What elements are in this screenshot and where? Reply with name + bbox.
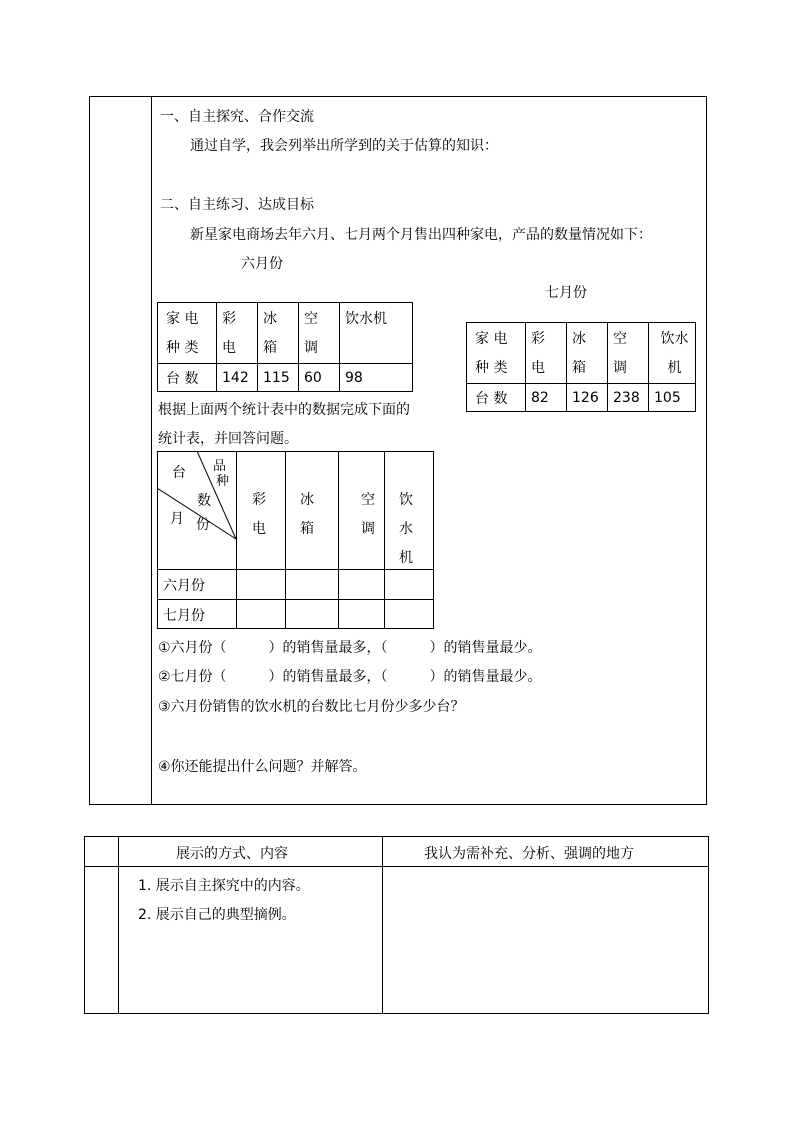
june-header-tv-l2: 电 <box>222 340 236 356</box>
combined-col-tv-l1: 彩 <box>252 492 266 508</box>
combined-row-june: 六月份 <box>163 578 205 594</box>
june-header-fridge <box>258 303 299 364</box>
june-caption: 六月份 <box>241 256 283 272</box>
question-4: ④你还能提出什么问题？并解答。 <box>158 759 367 775</box>
july-header-tv-l1: 彩 <box>531 331 545 347</box>
june-header-category <box>158 303 217 364</box>
july-header-fridge-l2: 箱 <box>572 360 586 376</box>
question-1: ①六月份（ ）的销售量最多，（ ）的销售量最少。 <box>158 640 542 656</box>
section2-intro: 新星家电商场去年六月、七月两个月售出四种家电，产品的数量情况如下： <box>190 227 652 243</box>
combined-col-ac-l2: 调 <box>361 521 375 537</box>
june-header-dispenser-l1: 饮水机 <box>345 311 387 327</box>
july-caption: 七月份 <box>545 285 587 301</box>
question-3: ③六月份销售的饮水机的台数比七月份少多少台？ <box>158 699 465 715</box>
combined-col-dispenser-l2: 水 <box>399 521 413 537</box>
july-data-label: 台 数 <box>467 384 526 412</box>
july-header-tv <box>526 323 567 384</box>
combined-col-line-3 <box>338 451 339 629</box>
june-header-fridge-l2: 箱 <box>263 340 277 356</box>
bottom-table <box>84 836 709 1014</box>
combined-row-line-2 <box>157 599 434 600</box>
june-header-fridge-l1: 冰 <box>263 311 277 327</box>
june-value-dispenser: 98 <box>340 364 413 392</box>
combined-col-ac-l1: 空 <box>361 492 375 508</box>
bottom-col-line-1 <box>118 836 119 1014</box>
bottom-col2-header: 我认为需补充、分析、强调的地方 <box>424 846 634 862</box>
june-value-ac: 60 <box>299 364 340 392</box>
combined-col-tv-l2: 电 <box>252 521 266 537</box>
diag-tai: 台 <box>172 465 186 481</box>
diag-fen: 份 <box>196 517 210 533</box>
task-line-2: 统计表，并回答问题。 <box>158 431 298 447</box>
bottom-item-1: 1. 展示自主探究中的内容。 <box>138 878 310 894</box>
bottom-col1-header: 展示的方式、内容 <box>176 846 288 862</box>
section1-line: 通过自学，我会列举出所学到的关于估算的知识： <box>190 138 498 154</box>
july-header-fridge-l1: 冰 <box>572 331 586 347</box>
july-header-ac <box>608 323 649 384</box>
section1-heading: 一、自主探究、合作交流 <box>160 109 314 125</box>
diag-zhong: 种 <box>216 474 230 489</box>
june-data-label: 台 数 <box>158 364 217 392</box>
main-frame-divider <box>151 96 152 805</box>
july-value-fridge: 126 <box>567 384 608 412</box>
june-table <box>157 302 413 392</box>
july-header-category-l1: 家 电 <box>475 331 508 347</box>
diag-pin: 品 <box>213 459 227 474</box>
diag-yue: 月 <box>170 511 184 527</box>
july-header-tv-l2: 电 <box>531 360 545 376</box>
july-header-dispenser <box>649 323 696 384</box>
june-value-tv: 142 <box>217 364 258 392</box>
combined-col-line-2 <box>285 451 286 629</box>
combined-col-fridge-l1: 冰 <box>300 492 314 508</box>
june-header-category-l1: 家 电 <box>166 311 199 327</box>
july-header-ac-l2: 调 <box>613 360 627 376</box>
section2-heading: 二、自主练习、达成目标 <box>160 197 314 213</box>
combined-col-line-4 <box>384 451 385 629</box>
combined-col-fridge <box>300 486 314 544</box>
july-table <box>466 322 696 412</box>
june-header-category-l2: 种 类 <box>166 340 199 356</box>
june-header-tv <box>217 303 258 364</box>
combined-col-ac <box>361 486 375 544</box>
task-line-1: 根据上面两个统计表中的数据完成下面的 <box>158 402 410 418</box>
july-header-dispenser-l1: 饮水 <box>660 331 689 347</box>
june-header-tv-l1: 彩 <box>222 311 236 327</box>
bottom-col-line-2 <box>382 836 383 1014</box>
combined-col-dispenser-l1: 饮 <box>399 492 413 508</box>
june-header-ac-l2: 调 <box>304 340 318 356</box>
bottom-header-line <box>84 866 709 867</box>
june-header-dispenser <box>340 303 413 364</box>
combined-col-fridge-l2: 箱 <box>300 521 314 537</box>
july-header-ac-l1: 空 <box>613 331 627 347</box>
july-header-dispenser-l2: 机 <box>667 360 682 376</box>
july-value-dispenser: 105 <box>649 384 696 412</box>
question-2: ②七月份（ ）的销售量最多，（ ）的销售量最少。 <box>158 669 542 685</box>
july-value-ac: 238 <box>608 384 649 412</box>
combined-col-tv <box>252 486 266 544</box>
bottom-item-2: 2. 展示自己的典型摘例。 <box>138 907 296 923</box>
june-header-ac <box>299 303 340 364</box>
june-value-fridge: 115 <box>258 364 299 392</box>
july-header-category <box>467 323 526 384</box>
diag-shu: 数 <box>197 493 211 509</box>
july-header-category-l2: 种 类 <box>475 360 508 376</box>
combined-row-july: 七月份 <box>163 608 205 624</box>
july-header-fridge <box>567 323 608 384</box>
june-header-ac-l1: 空 <box>304 311 318 327</box>
combined-col-dispenser-l3: 机 <box>399 550 413 566</box>
combined-col-dispenser <box>399 486 413 573</box>
july-value-tv: 82 <box>526 384 567 412</box>
